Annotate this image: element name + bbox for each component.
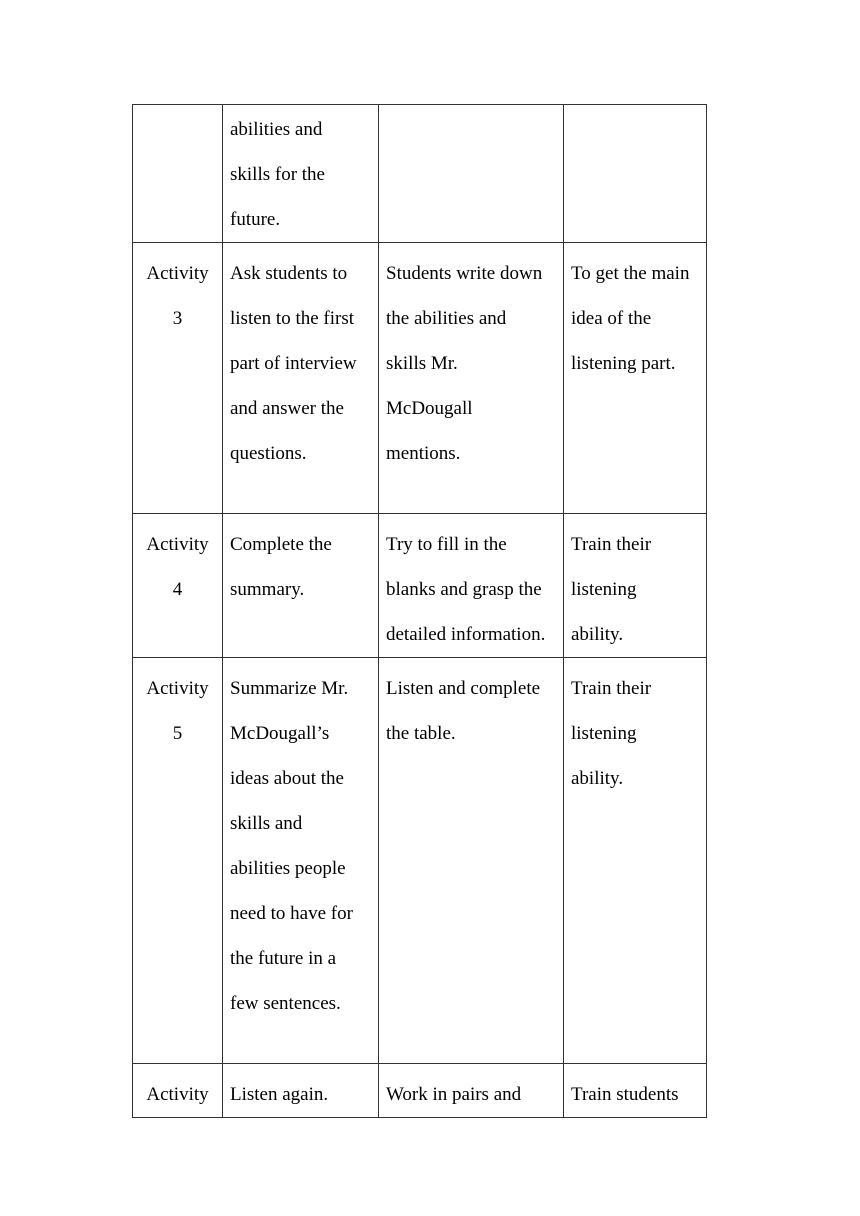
- table-row: [133, 105, 707, 243]
- teacher-activity-cell: Summarize Mr. McDougall’s ideas about the skills and abilities people need to have for the future in a few sentences.: [223, 658, 379, 1064]
- student-activity-cell: Listen and complete the table.: [379, 658, 564, 1064]
- teacher-activity-cell: Complete the summary.: [223, 514, 379, 658]
- teacher-activity-cell: Ask students to listen to the first part of interview and answer the questions.: [223, 243, 379, 514]
- purpose-cell: Train students: [564, 1064, 707, 1118]
- table-row: [133, 658, 707, 1064]
- activity-cell: [133, 105, 223, 243]
- student-activity-cell: Work in pairs and: [379, 1064, 564, 1118]
- student-activity-cell: Students write down the abilities and skills Mr. McDougall mentions.: [379, 243, 564, 514]
- table-row: [133, 514, 707, 658]
- purpose-cell: To get the main idea of the listening part.: [564, 243, 707, 514]
- student-activity-cell: Try to fill in the blanks and grasp the detailed information.: [379, 514, 564, 658]
- lesson-plan-table: [132, 104, 707, 1118]
- student-activity-cell: [379, 105, 564, 243]
- table-row: [133, 1064, 707, 1118]
- activity-cell: Activity 4: [133, 514, 223, 658]
- teacher-activity-cell: Listen again.: [223, 1064, 379, 1118]
- activity-cell: Activity 5: [133, 658, 223, 1064]
- purpose-cell: Train their listening ability.: [564, 514, 707, 658]
- teacher-activity-cell: abilities and skills for the future.: [223, 105, 379, 243]
- purpose-cell: [564, 105, 707, 243]
- activity-cell: Activity 3: [133, 243, 223, 514]
- table-row: [133, 243, 707, 514]
- activity-cell: Activity: [133, 1064, 223, 1118]
- purpose-cell: Train their listening ability.: [564, 658, 707, 1064]
